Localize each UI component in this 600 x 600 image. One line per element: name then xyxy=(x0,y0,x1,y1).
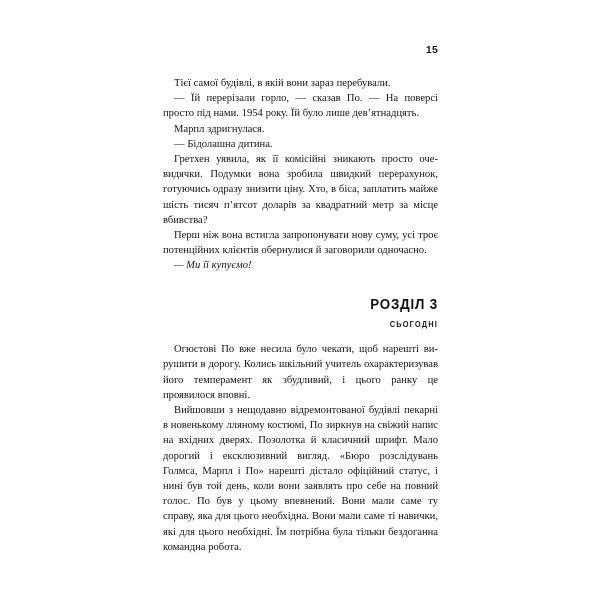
text-block xyxy=(163,45,438,555)
paragraph: Вийшовши з нещодавно відремонтованої будівлі пекарні в новенькому лляному костюмі, По зиркнув на свіжий напис на вхідних дверях. Позолотка й класичний шрифт. Мало дорогий і ексклюзивний вигляд. «Бюро розслідувань Голмса, Марпл і По» нарешті дістало офіційний статус, і нині був той день, коли вони заявлять про себе на повний голос. По був у цьому впевнений. Вони мали саме ту справу, яка для цього необхідна. Вони мали саме ті навички, які для цього необхідні. Їм потрібна була тільки бездоганна командна робота. xyxy=(163,404,438,553)
paragraph: Марпл здригнулася. xyxy=(174,123,265,135)
paragraph: Тієї самої будівлі, в якій вони зараз перебували. xyxy=(174,78,391,89)
chapter-subtitle: СЬОГОДНІ xyxy=(389,320,438,330)
chapter-heading-group xyxy=(163,298,438,330)
paragraph: Огюстові По вже несила було чекати, щоб нарешті вирушити в дорогу. Колись шкільний учитель охарактеризував його темперамент як збудливий, і цього ранку це проявилося вповні. xyxy=(163,344,438,401)
paragraph: — Їй перерізали горло, — сказав По. — На поверсі просто під нами. 1954 року. Їй було лише дев’ятнадцять. xyxy=(163,93,438,120)
paragraph-emphasis: — Ми її купуємо! xyxy=(174,260,252,272)
paragraph: Перш ніж вона встигла запропонувати нову суму, усі троє потенційних клієнтів обернулися й заговорили одночасно. xyxy=(163,230,438,257)
page-number: 15 xyxy=(425,44,438,56)
paragraph: — Бідолашна дитина. xyxy=(174,138,273,150)
chapter-title: РОЗДІЛ 3 xyxy=(370,296,438,313)
paragraph: Гретхен уявила, як її комісійні зникають просто очевидячки. Подумки вона зробила швидкий перерахунок, готуючись одразу знизити ціну. Хто, в біса, заплатить майже шість тисяч п’ятсот доларів за квадратний метр за місце вбивства? xyxy=(163,154,438,226)
